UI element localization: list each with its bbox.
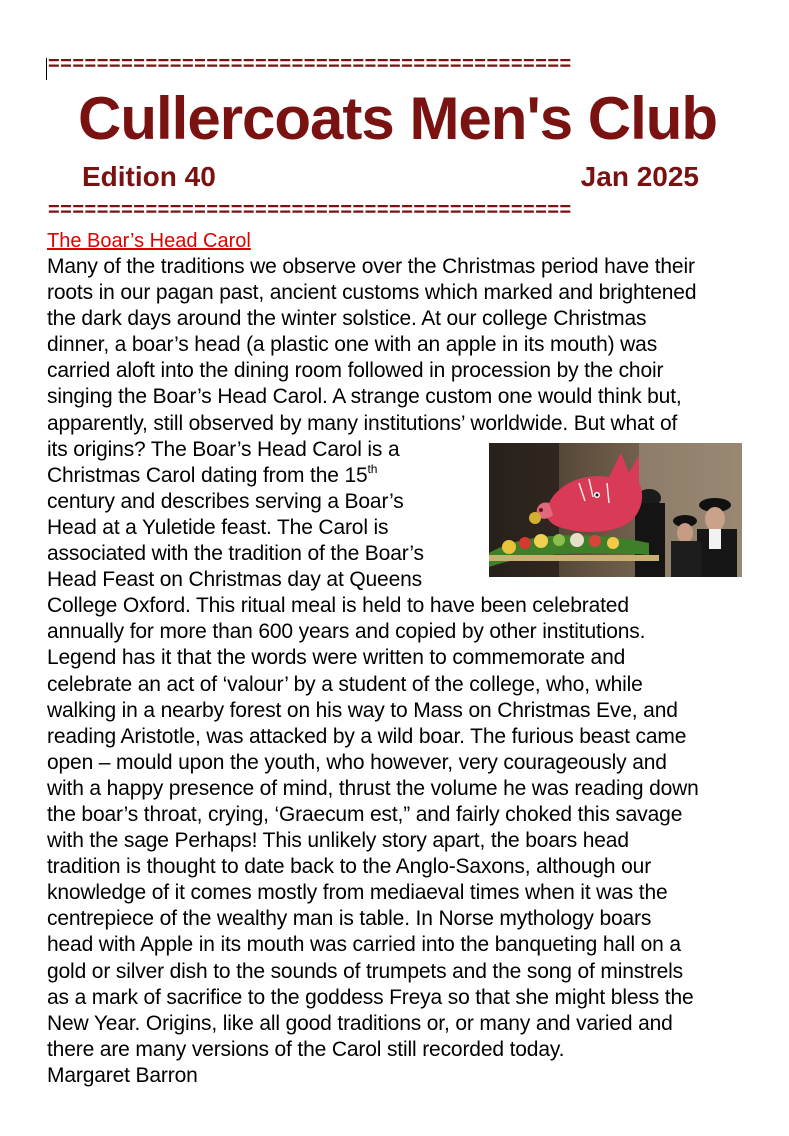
newsletter-title: Cullercoats Men's Club <box>78 85 718 152</box>
article-line: the boar’s throat, crying, ‘Graecum est,” and fairly choked this savage <box>47 802 683 826</box>
article-line: Head at a Yuletide feast. The Carol is <box>47 515 389 539</box>
article-line: annually for more than 600 years and copied by other institutions. <box>47 620 646 644</box>
article-line: tradition is thought to date back to the Anglo-Saxons, although our <box>47 855 652 879</box>
author-signature: Margaret Barron <box>47 1063 198 1087</box>
top-divider: =========================================== <box>48 54 572 74</box>
article-line: open – mould upon the youth, who however, very courageously and <box>47 750 667 774</box>
article-line: Legend has it that the words were written to commemorate and <box>47 646 626 670</box>
article-line: College Oxford. This ritual meal is held to have been celebrated <box>47 594 629 618</box>
edition-number: Edition 40 <box>82 161 216 192</box>
article-body <box>47 254 777 1089</box>
bottom-divider: =========================================== <box>48 200 572 220</box>
article-line: New Year. Origins, like all good traditions or, or many and varied and <box>47 1011 673 1035</box>
article-line: the dark days around the winter solstice. At our college Christmas <box>47 307 647 331</box>
article-line: apparently, still observed by many institutions’ worldwide. But what of <box>47 411 678 435</box>
article-line: associated with the tradition of the Boar’s <box>47 542 424 566</box>
article-line: Many of the traditions we observe over the Christmas period have their <box>47 255 695 278</box>
article-line: celebrate an act of ‘valour’ by a student of the college, who, while <box>47 672 643 696</box>
article-heading[interactable]: The Boar’s Head Carol <box>47 230 251 252</box>
article-line: there are many versions of the Carol still recorded today. <box>47 1037 565 1061</box>
article-line: head with Apple in its mouth was carried into the banqueting hall on a <box>47 933 681 957</box>
boars-head-procession-photo <box>489 443 742 577</box>
article-line: its origins? The Boar’s Head Carol is a <box>47 437 400 461</box>
issue-date: Jan 2025 <box>580 161 699 192</box>
article-line: reading Aristotle, was attacked by a wild boar. The furious beast came <box>47 724 687 748</box>
article-line: dinner, a boar’s head (a plastic one with an apple in its mouth) was <box>47 333 658 357</box>
article-line: knowledge of it comes mostly from mediaeval times when it was the <box>47 881 668 905</box>
article-line-text: Christmas Carol dating from the 15 <box>47 463 368 487</box>
text-cursor <box>46 58 47 80</box>
article-line: carried aloft into the dining room followed in procession by the choir <box>47 359 664 383</box>
article-line: singing the Boar’s Head Carol. A strange custom one would think but, <box>47 385 682 409</box>
article-line: roots in our pagan past, ancient customs which marked and brightened <box>47 281 697 305</box>
article-line: centrepiece of the wealthy man is table. In Norse mythology boars <box>47 907 652 931</box>
article-line: gold or silver dish to the sounds of trumpets and the song of minstrels <box>47 959 684 983</box>
article-line: walking in a nearby forest on his way to Mass on Christmas Eve, and <box>47 698 678 722</box>
article-line: with a happy presence of mind, thrust the volume he was reading down <box>47 776 699 800</box>
article-line: as a mark of sacrifice to the goddess Freya so that she might bless the <box>47 985 694 1009</box>
article-line: century and describes serving a Boar’s <box>47 489 404 513</box>
article-line: Head Feast on Christmas day at Queens <box>47 568 422 592</box>
ordinal-superscript: th <box>367 461 378 476</box>
article-line: with the sage Perhaps! This unlikely story apart, the boars head <box>47 829 629 853</box>
